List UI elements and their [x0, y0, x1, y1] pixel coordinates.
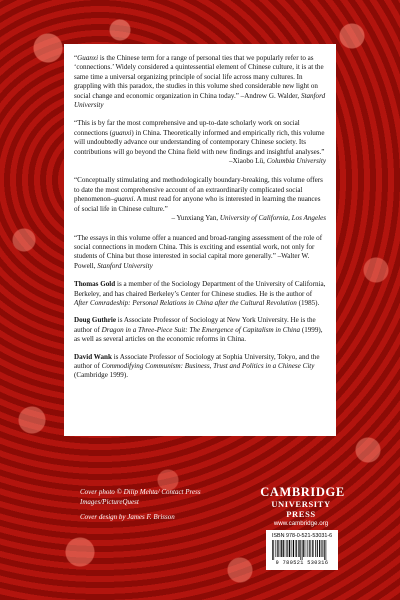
publisher-subtitle: UNIVERSITY PRESS [271, 499, 331, 519]
text-run: – Yunxiang Yan, [171, 214, 220, 223]
publisher-url: www.cambridge.org [273, 520, 329, 527]
isbn-barcode [266, 530, 338, 570]
barcode-bar [300, 540, 301, 560]
italic-text: Stanford University [97, 261, 153, 270]
barcode-bar [307, 540, 308, 557]
barcode-bar [303, 540, 304, 557]
italic-text: After Comradeship: Personal Relations in China after the Cultural Revolution [74, 298, 297, 307]
italic-text: Commodifying Communism: Business, Trust and Politics in a Chinese City [101, 361, 315, 370]
publisher-logo [258, 485, 344, 499]
endorsements [74, 54, 326, 271]
text-run: (1999), as well as several articles on the economic reforms in China. [74, 325, 323, 344]
cover-credits [80, 488, 240, 529]
barcode-bar [321, 540, 322, 557]
barcode-bar [289, 540, 290, 557]
italic-text: guanxi [114, 195, 134, 204]
barcode-bar [281, 540, 282, 557]
text-run: “The essays in this volume offer a nuanced and broad-ranging assessment of the role of social connections in modern China. This is exciting and essential work, not only for students of China but those interested in social capital more generally.” –Walter W. Powell, [74, 233, 323, 270]
barcode-bar [324, 540, 325, 560]
endorsement-quote [74, 119, 326, 157]
italic-text: Columbia University [266, 157, 326, 166]
back-cover-text-panel [64, 44, 336, 436]
text-run: “ [74, 54, 78, 62]
publisher-block [258, 485, 344, 528]
barcode-bar [278, 540, 279, 557]
barcode-bar [298, 540, 299, 557]
design-credit: Cover design by James F. Brisson [80, 513, 175, 521]
barcode-bar [310, 540, 311, 557]
barcode-bar [312, 540, 313, 557]
barcode-bar [326, 540, 327, 560]
barcode-bar [293, 540, 294, 557]
barcode-bar [317, 540, 318, 557]
italic-text: University of California, Los Angeles [219, 214, 326, 223]
text-run: is the Chinese term for a range of personal ties that we popularly refer to as ‘connections.’ Widely considered a quintessential element of Chinese culture, it is at the same time a universal organizing principle of social life across many cultures. In grappling with this paradox, the studies in this volume shed considerable new light on social change and economic organization in China today.” –Andrew G. Walder, [74, 54, 324, 100]
text-run: “This is by far the most comprehensive and up-to-date scholarly work on social connections ( [74, 119, 300, 137]
barcode-bar [306, 540, 307, 557]
italic-text: Stanford University [74, 91, 326, 110]
author-bio [74, 280, 326, 308]
barcode-bar [296, 540, 297, 557]
text-run: is Associate Professor of Sociology at Sophia University, Tokyo, and the author of [74, 352, 320, 370]
text-run: “Conceptually stimulating and methodologically boundary-breaking, this volume offers to date the most comprehensive account of an extraordinarily complicated social phenomenon– [74, 176, 323, 204]
barcode-bars [271, 540, 333, 560]
barcode-digits: 9 780521 530316 [275, 560, 329, 566]
author-bio [74, 353, 326, 381]
barcode-bar [272, 540, 273, 560]
barcode-bar [283, 540, 284, 557]
text-run: . A must read for anyone who is interested in learning the nuances of social life in Chinese culture.” [74, 195, 321, 213]
barcode-bar [302, 540, 303, 560]
text-run: (1985). [296, 298, 320, 307]
barcode-bar [314, 540, 315, 557]
text-run: –Xiaobo Lü, [229, 157, 267, 166]
author-name: Doug Guthrie [74, 316, 116, 325]
italic-text: guanxi [112, 128, 132, 137]
publisher-name: CAMBRIDGE [260, 484, 345, 499]
text-run: is Associate Professor of Sociology at New York University. He is the author of [74, 316, 316, 334]
photo-credit: Cover photo © Dilip Mehta/ Contact Press Images/PictureQuest [80, 488, 201, 506]
barcode-bar [315, 540, 316, 557]
author-name: Thomas Gold [74, 280, 116, 289]
barcode-bar [287, 540, 288, 557]
barcode-bar [323, 540, 324, 557]
author-name: David Wank [74, 352, 112, 361]
author-bio [74, 316, 326, 344]
italic-text: Dragon in a Three-Piece Suit: The Emergence of Capitalism in China [101, 325, 301, 334]
text-run: is a member of the Sociology Department of the University of California, Berkeley, and has chaired Berkeley’s Center for Chinese studies. He is the author of [74, 280, 326, 298]
italic-text: Guanxi [77, 54, 99, 62]
barcode-bar [273, 540, 274, 560]
barcode-bar [275, 540, 276, 557]
barcode-bar [277, 540, 278, 557]
isbn-label: ISBN 978-0-521-53031-6 [271, 533, 333, 539]
text-run: ) in China. Theoretically informed and empirically rich, this volume will undoubtedly advance our understanding of contemporary Chinese society. Its contributions will go beyond the China field with new findings and insightful analyses.” [74, 128, 325, 156]
endorsement-attribution [74, 157, 326, 166]
endorsement-attribution [74, 214, 326, 223]
endorsement-quote [74, 176, 326, 214]
author-bios [74, 280, 326, 381]
barcode-bar [319, 540, 320, 557]
barcode-bar [292, 540, 293, 557]
endorsement-quote [74, 234, 326, 272]
barcode-bar [285, 540, 286, 557]
text-run: (Cambridge 1999). [74, 371, 128, 380]
barcode-bar [295, 540, 296, 557]
barcode-bar [309, 540, 310, 557]
endorsement-quote [74, 54, 326, 110]
barcode-bar [286, 540, 287, 557]
